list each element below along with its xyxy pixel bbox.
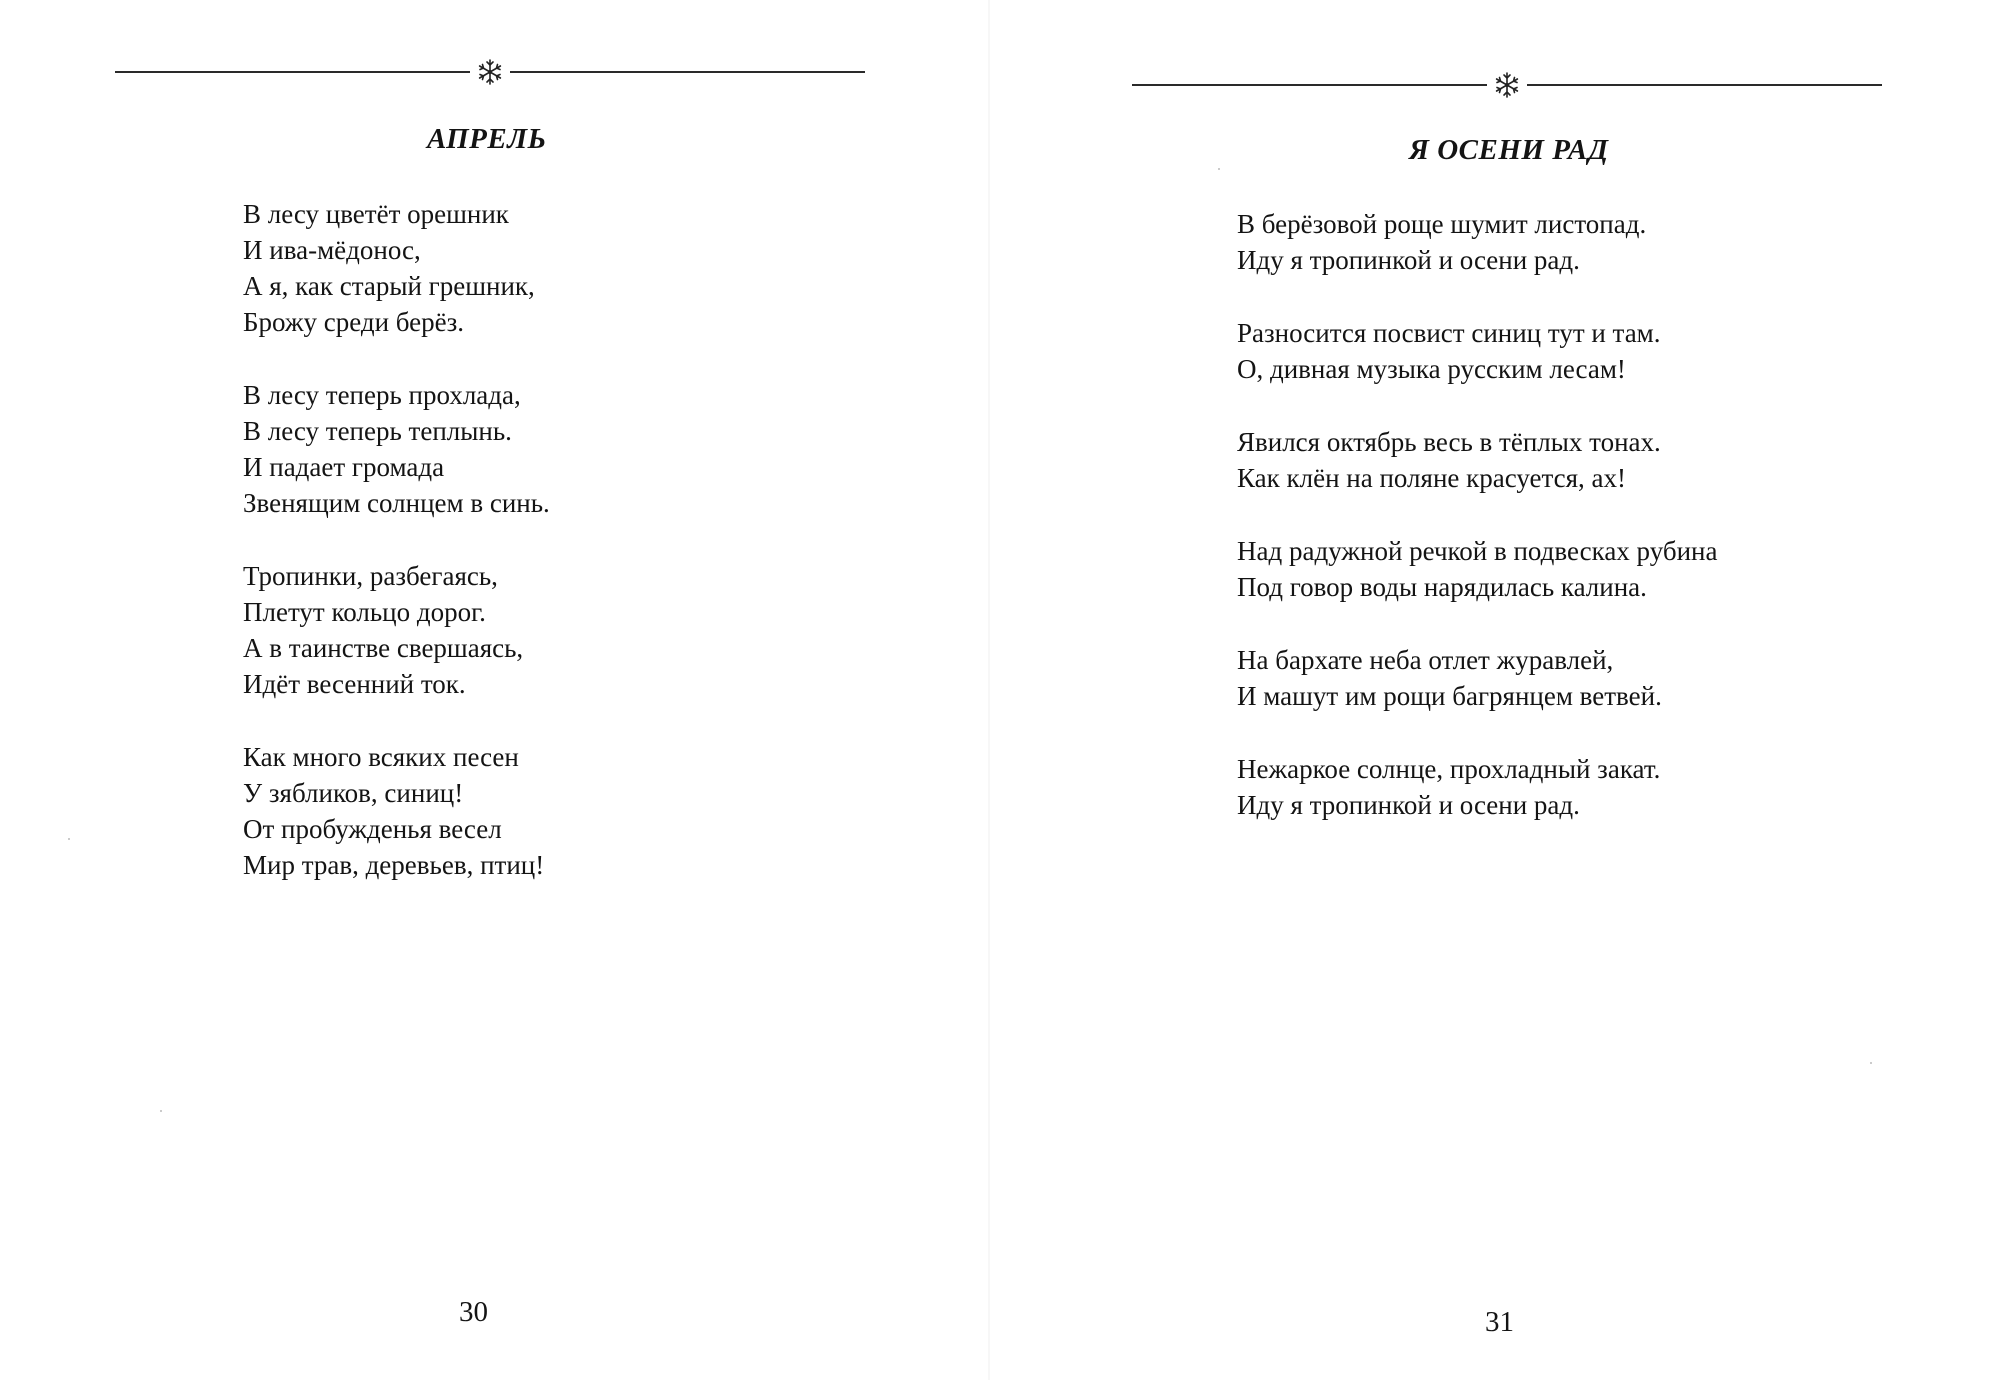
stanza bbox=[1237, 315, 1717, 387]
poem-line: Мир трав, деревьев, птиц! bbox=[243, 850, 545, 880]
poem-line: Тропинки, разбегаясь, bbox=[243, 561, 498, 591]
right-page bbox=[990, 0, 2000, 1380]
stanza bbox=[243, 377, 550, 521]
poem-line: Явился октябрь весь в тёплых тонах. bbox=[1237, 427, 1661, 457]
snowflake-icon bbox=[475, 57, 505, 87]
poem-line: Идёт весенний ток. bbox=[243, 669, 466, 699]
paper-speck bbox=[1870, 1062, 1872, 1064]
stanza bbox=[1237, 642, 1717, 714]
stanza bbox=[243, 196, 550, 340]
poem-line: От пробужденья весел bbox=[243, 814, 502, 844]
poem-line: Под говор воды нарядилась калина. bbox=[1237, 572, 1647, 602]
poem-line: Плетут кольцо дорог. bbox=[243, 597, 486, 627]
poem-line: У зябликов, синиц! bbox=[243, 778, 464, 808]
stanza bbox=[1237, 533, 1717, 605]
snowflake-icon bbox=[1492, 70, 1522, 100]
page-number: 31 bbox=[1485, 1306, 1514, 1338]
header-rule bbox=[115, 57, 865, 87]
rule-line-left bbox=[1132, 84, 1487, 86]
stanza bbox=[243, 558, 550, 702]
paper-speck bbox=[160, 1110, 162, 1112]
poem-line: Разносится посвист синиц тут и там. bbox=[1237, 318, 1661, 348]
poem-body bbox=[243, 196, 550, 920]
poem-line: И машут им рощи багрянцем ветвей. bbox=[1237, 681, 1662, 711]
poem-line: Как клён на поляне красуется, ах! bbox=[1237, 463, 1626, 493]
left-page bbox=[0, 0, 990, 1380]
poem-line: А в таинстве свершаясь, bbox=[243, 633, 524, 663]
stanza bbox=[1237, 751, 1717, 823]
poem-line: Иду я тропинкой и осени рад. bbox=[1237, 245, 1580, 275]
poem-line: И падает громада bbox=[243, 452, 445, 482]
poem-title: АПРЕЛЬ bbox=[427, 123, 547, 155]
stanza bbox=[243, 739, 550, 883]
poem-line: Над радужной речкой в подвесках рубина bbox=[1237, 536, 1718, 566]
poem-title: Я ОСЕНИ РАД bbox=[1409, 134, 1609, 166]
poem-line: И ива-мёдонос, bbox=[243, 235, 421, 265]
poem-line: Как много всяких песен bbox=[243, 742, 519, 772]
poem-line: В лесу теперь теплынь. bbox=[243, 416, 512, 446]
header-rule bbox=[1132, 70, 1882, 100]
poem-line: А я, как старый грешник, bbox=[243, 271, 535, 301]
rule-line-right bbox=[1527, 84, 1882, 86]
poem-line: Звенящим солнцем в синь. bbox=[243, 488, 550, 518]
paper-speck bbox=[1218, 168, 1220, 170]
paper-speck bbox=[68, 838, 70, 840]
page-number: 30 bbox=[459, 1296, 488, 1328]
stanza bbox=[1237, 424, 1717, 496]
poem-line: Нежаркое солнце, прохладный закат. bbox=[1237, 754, 1661, 784]
rule-line-right bbox=[510, 71, 865, 73]
poem-line: В лесу теперь прохлада, bbox=[243, 380, 521, 410]
stanza bbox=[1237, 206, 1717, 278]
poem-body bbox=[1237, 206, 1717, 860]
poem-line: В берёзовой роще шумит листопад. bbox=[1237, 209, 1647, 239]
poem-line: Иду я тропинкой и осени рад. bbox=[1237, 790, 1580, 820]
poem-line: О, дивная музыка русским лесам! bbox=[1237, 354, 1626, 384]
poem-line: В лесу цветёт орешник bbox=[243, 199, 509, 229]
rule-line-left bbox=[115, 71, 470, 73]
poem-line: Брожу среди берёз. bbox=[243, 307, 465, 337]
poem-line: На бархате неба отлет журавлей, bbox=[1237, 645, 1614, 675]
